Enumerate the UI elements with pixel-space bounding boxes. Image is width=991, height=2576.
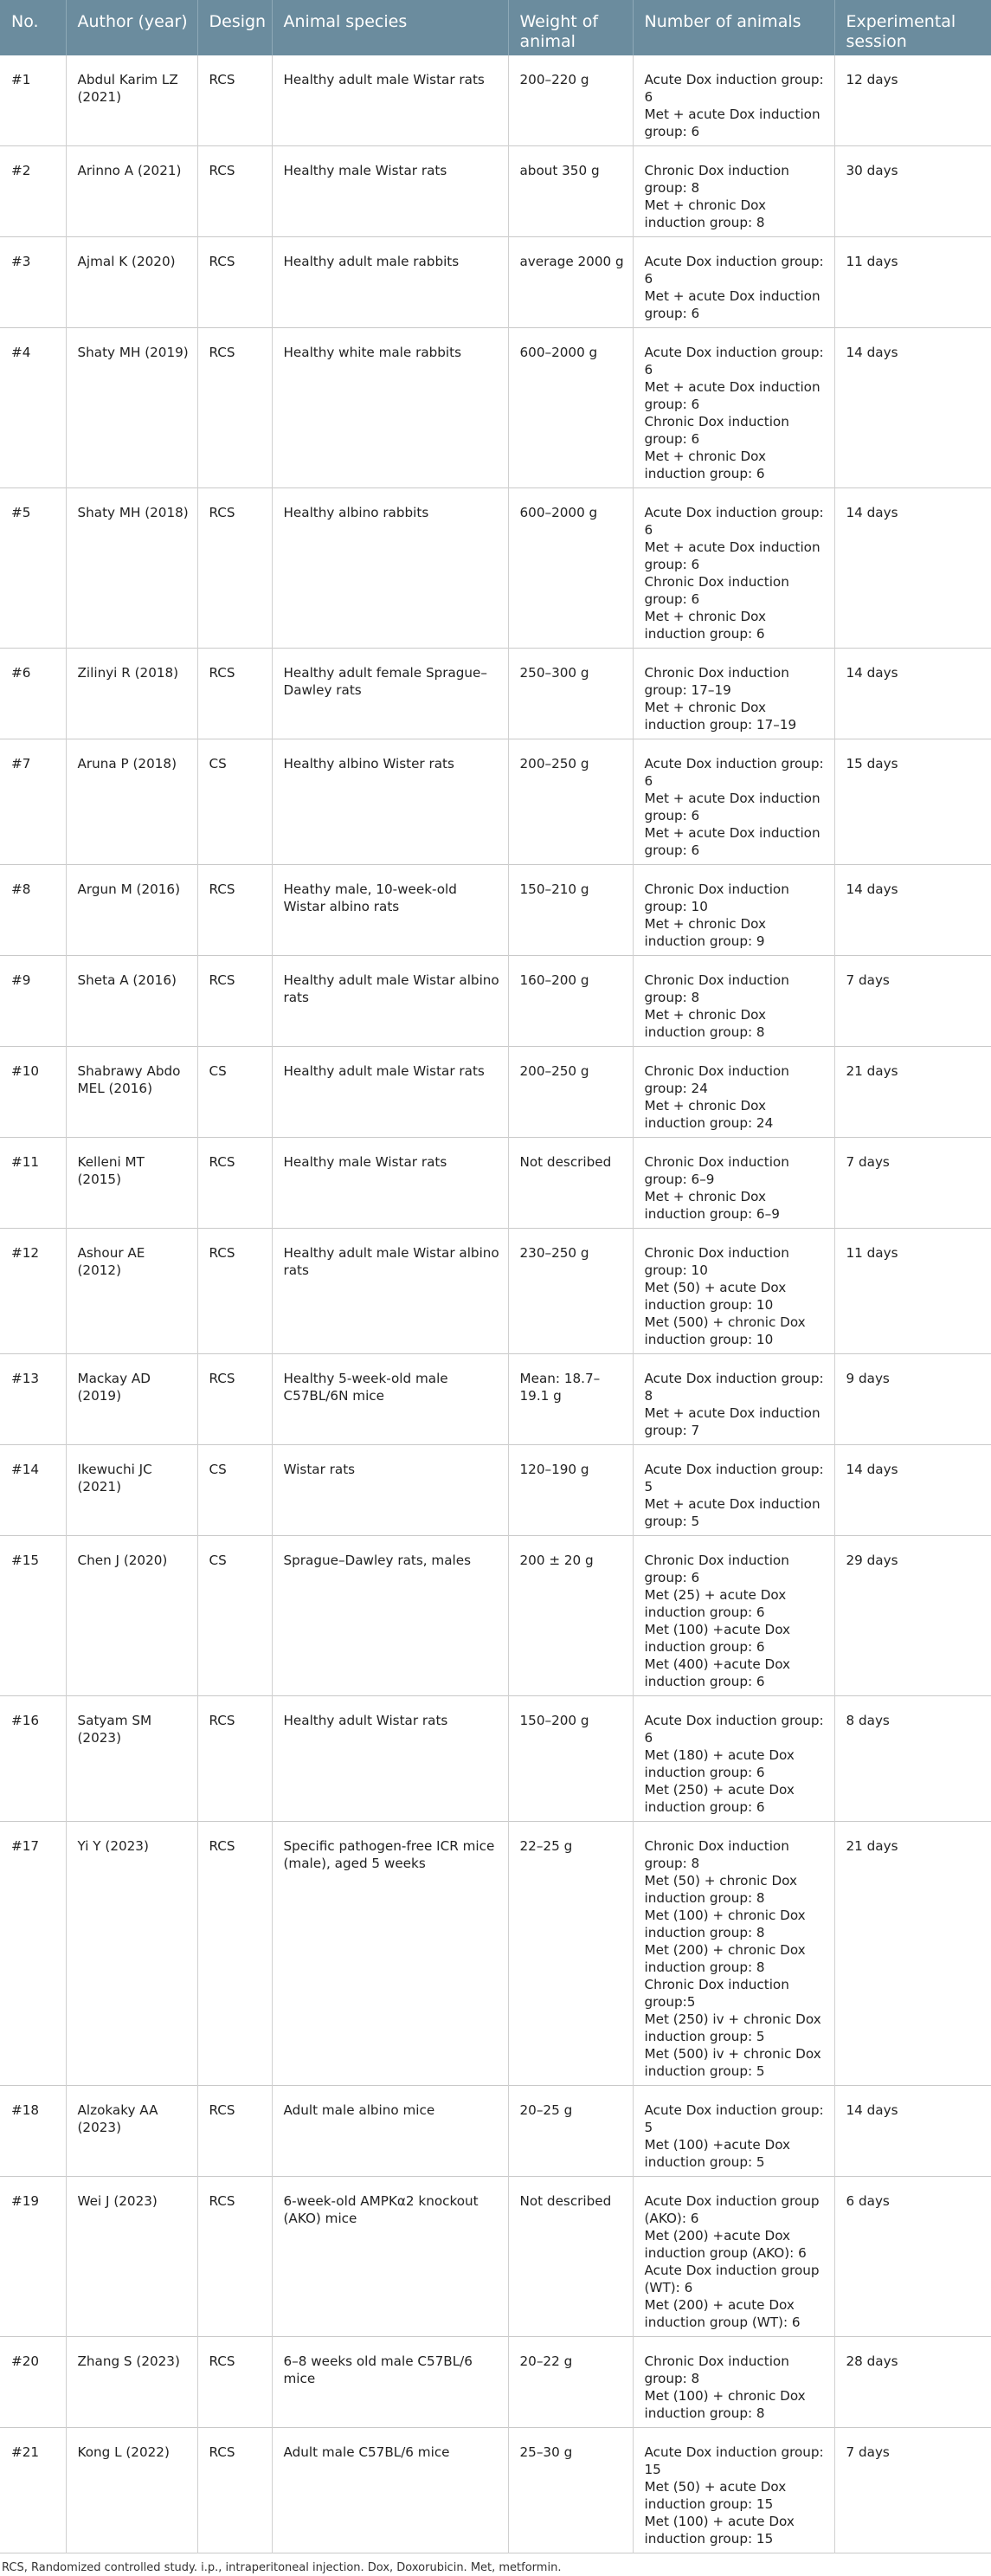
table-row [0, 956, 991, 1047]
cell-number: #15 [0, 1536, 66, 1696]
table-row [0, 488, 991, 649]
cell-experimental-session: 29 days [846, 1553, 898, 1568]
cell-weight: Not described [508, 1138, 633, 1229]
cell-number: #5 [0, 488, 66, 649]
cell-animal-species: Healthy 5-week-old male C57BL/6N mice [272, 1354, 508, 1445]
header-weight: Weight of animal [508, 0, 633, 55]
cell-weight: 150–210 g [508, 865, 633, 956]
table-row [0, 1138, 991, 1229]
cell-number: #14 [0, 1445, 66, 1536]
cell-author-year: Abdul Karim LZ (2021) [66, 55, 197, 146]
cell-design: CS [197, 739, 272, 865]
cell-design: RCS [197, 237, 272, 328]
cell-weight: 20–22 g [508, 2337, 633, 2428]
cell-weight: 22–25 g [508, 1822, 633, 2086]
cell-author-year: Kong L (2022) [66, 2428, 197, 2553]
cell-animal-species: Healthy albino Wister rats [272, 739, 508, 865]
cell-experimental-session: 11 days [846, 254, 898, 269]
cell-author-year: Chen J (2020) [66, 1536, 197, 1696]
cell-experimental-session: 7 days [846, 2444, 890, 2460]
cell-weight: 200–220 g [508, 55, 633, 146]
cell-design: RCS [197, 865, 272, 956]
header-number: No. [0, 0, 66, 55]
cell-number: #2 [0, 146, 66, 237]
cell-weight: Not described [508, 2177, 633, 2337]
cell-weight: 250–300 g [508, 649, 633, 739]
table-row [0, 1822, 991, 2086]
cell-animal-species: Sprague–Dawley rats, males [272, 1536, 508, 1696]
header-author-year: Author (year) [66, 0, 197, 55]
header-row [0, 0, 991, 55]
cell-number-of-animals: Chronic Dox induction group: 6 Met (25) + acute Dox induction group: 6 Met (100) +acute Dox induction group: 6 Met (400) +acute Dox induction group: 6 [633, 1536, 834, 1696]
cell-experimental-session: 15 days [846, 756, 898, 772]
cell-animal-species: Healthy white male rabbits [272, 328, 508, 488]
table-row [0, 649, 991, 739]
cell-animal-species: Adult male albino mice [272, 2086, 508, 2177]
cell-number: #12 [0, 1229, 66, 1354]
cell-number-of-animals: Chronic Dox induction group: 8 Met + chronic Dox induction group: 8 [633, 146, 834, 237]
cell-experimental-session: 9 days [846, 1371, 890, 1386]
cell-number-of-animals: Chronic Dox induction group: 8 Met (50) + chronic Dox induction group: 8 Met (100) + chronic Dox induction group: 8 Met (200) + chronic Dox induction group: 8 Chronic Dox induction group:5 Met (250) iv + chronic Dox induction group: 5 Met (500) iv + chronic Dox induction group: 5 [633, 1822, 834, 2086]
cell-author-year: Mackay AD (2019) [66, 1354, 197, 1445]
cell-animal-species: Healthy adult male rabbits [272, 237, 508, 328]
cell-animal-species: Specific pathogen-free ICR mice (male), aged 5 weeks [272, 1822, 508, 2086]
cell-number-of-animals: Chronic Dox induction group: 10 Met (50) + acute Dox induction group: 10 Met (500) + chronic Dox induction group: 10 [633, 1229, 834, 1354]
cell-experimental-session: 21 days [846, 1063, 898, 1079]
cell-weight: 200–250 g [508, 1047, 633, 1138]
cell-experimental-session: 8 days [846, 1713, 890, 1728]
table-body [0, 55, 991, 2553]
header-animal-species: Animal species [272, 0, 508, 55]
table-header [0, 0, 991, 55]
cell-experimental-session: 11 days [846, 1245, 898, 1261]
table-footnote: RCS, Randomized controlled study. i.p., intraperitoneal injection. Dox, Doxorubicin. Met, metformin. [2, 2561, 562, 2574]
cell-animal-species: Healthy male Wistar rats [272, 146, 508, 237]
table-row [0, 1354, 991, 1445]
table-row [0, 1047, 991, 1138]
cell-weight: 160–200 g [508, 956, 633, 1047]
cell-animal-species: Healthy male Wistar rats [272, 1138, 508, 1229]
cell-animal-species: Healthy adult Wistar rats [272, 1696, 508, 1822]
cell-number: #9 [0, 956, 66, 1047]
cell-number-of-animals: Chronic Dox induction group: 8 Met (100) + chronic Dox induction group: 8 [633, 2337, 834, 2428]
cell-experimental-session: 14 days [846, 2102, 898, 2118]
cell-number: #13 [0, 1354, 66, 1445]
cell-weight: average 2000 g [508, 237, 633, 328]
cell-experimental-session: 7 days [846, 1154, 890, 1170]
cell-weight: 120–190 g [508, 1445, 633, 1536]
cell-design: RCS [197, 2086, 272, 2177]
cell-number: #19 [0, 2177, 66, 2337]
cell-weight: 200–250 g [508, 739, 633, 865]
cell-author-year: Ikewuchi JC (2021) [66, 1445, 197, 1536]
cell-experimental-session: 14 days [846, 1462, 898, 1477]
cell-design: RCS [197, 1229, 272, 1354]
cell-design: RCS [197, 1354, 272, 1445]
table-row [0, 739, 991, 865]
cell-author-year: Sheta A (2016) [66, 956, 197, 1047]
cell-author-year: Zhang S (2023) [66, 2337, 197, 2428]
cell-weight: 25–30 g [508, 2428, 633, 2553]
cell-weight: 200 ± 20 g [508, 1536, 633, 1696]
cell-weight: 150–200 g [508, 1696, 633, 1822]
cell-author-year: Alzokaky AA (2023) [66, 2086, 197, 2177]
cell-number-of-animals: Acute Dox induction group: 6 Met + acute Dox induction group: 6 [633, 237, 834, 328]
cell-design: RCS [197, 2428, 272, 2553]
cell-number-of-animals: Acute Dox induction group: 6 Met + acute Dox induction group: 6 Chronic Dox induction group: 6 Met + chronic Dox induction group: 6 [633, 488, 834, 649]
cell-experimental-session: 28 days [846, 2353, 898, 2369]
cell-experimental-session: 30 days [846, 163, 898, 178]
cell-design: RCS [197, 1696, 272, 1822]
cell-author-year: Ashour AE (2012) [66, 1229, 197, 1354]
table-row [0, 865, 991, 956]
cell-design: RCS [197, 1822, 272, 2086]
cell-experimental-session: 12 days [846, 72, 898, 87]
cell-design: RCS [197, 956, 272, 1047]
table-row [0, 2337, 991, 2428]
cell-number: #17 [0, 1822, 66, 2086]
cell-number-of-animals: Acute Dox induction group: 6 Met + acute Dox induction group: 6 Chronic Dox induction group: 6 Met + chronic Dox induction group: 6 [633, 328, 834, 488]
cell-weight: 20–25 g [508, 2086, 633, 2177]
cell-number-of-animals: Acute Dox induction group: 5 Met + acute Dox induction group: 5 [633, 1445, 834, 1536]
table-row [0, 55, 991, 146]
cell-author-year: Yi Y (2023) [66, 1822, 197, 2086]
cell-number: #20 [0, 2337, 66, 2428]
table-row [0, 1696, 991, 1822]
cell-number-of-animals: Acute Dox induction group: 15 Met (50) + acute Dox induction group: 15 Met (100) + acute Dox induction group: 15 [633, 2428, 834, 2553]
cell-experimental-session: 7 days [846, 972, 890, 988]
cell-design: RCS [197, 55, 272, 146]
cell-number: #8 [0, 865, 66, 956]
table-row [0, 237, 991, 328]
cell-animal-species: 6–8 weeks old male C57BL/6 mice [272, 2337, 508, 2428]
table-row [0, 2086, 991, 2177]
cell-animal-species: Healthy adult male Wistar rats [272, 1047, 508, 1138]
cell-author-year: Wei J (2023) [66, 2177, 197, 2337]
cell-weight: 600–2000 g [508, 328, 633, 488]
cell-animal-species: 6-week-old AMPKα2 knockout (AKO) mice [272, 2177, 508, 2337]
cell-design: RCS [197, 649, 272, 739]
cell-number: #10 [0, 1047, 66, 1138]
cell-design: CS [197, 1536, 272, 1696]
cell-author-year: Ajmal K (2020) [66, 237, 197, 328]
cell-author-year: Argun M (2016) [66, 865, 197, 956]
cell-number: #4 [0, 328, 66, 488]
cell-number-of-animals: Chronic Dox induction group: 8 Met + chronic Dox induction group: 8 [633, 956, 834, 1047]
cell-animal-species: Adult male C57BL/6 mice [272, 2428, 508, 2553]
header-experimental-session: Experimental session [834, 0, 991, 55]
cell-author-year: Arinno A (2021) [66, 146, 197, 237]
cell-animal-species: Heathy male, 10-week-old Wistar albino rats [272, 865, 508, 956]
cell-number-of-animals: Acute Dox induction group (AKO): 6 Met (200) +acute Dox induction group (AKO): 6 Acute Dox induction group (WT): 6 Met (200) + acute Dox induction group (WT): 6 [633, 2177, 834, 2337]
table-row [0, 1229, 991, 1354]
cell-weight: 600–2000 g [508, 488, 633, 649]
cell-author-year: Shabrawy Abdo MEL (2016) [66, 1047, 197, 1138]
cell-author-year: Shaty MH (2018) [66, 488, 197, 649]
cell-animal-species: Healthy albino rabbits [272, 488, 508, 649]
cell-number-of-animals: Acute Dox induction group: 5 Met (100) +acute Dox induction group: 5 [633, 2086, 834, 2177]
header-number-of-animals: Number of animals [633, 0, 834, 55]
table-row [0, 1536, 991, 1696]
cell-experimental-session: 14 days [846, 505, 898, 520]
table-row [0, 328, 991, 488]
cell-number-of-animals: Chronic Dox induction group: 6–9 Met + chronic Dox induction group: 6–9 [633, 1138, 834, 1229]
cell-design: RCS [197, 2177, 272, 2337]
cell-experimental-session: 14 days [846, 345, 898, 360]
cell-number: #18 [0, 2086, 66, 2177]
cell-animal-species: Healthy adult male Wistar albino rats [272, 1229, 508, 1354]
table-row [0, 146, 991, 237]
cell-number: #7 [0, 739, 66, 865]
cell-design: CS [197, 1047, 272, 1138]
cell-number-of-animals: Acute Dox induction group: 8 Met + acute Dox induction group: 7 [633, 1354, 834, 1445]
cell-number: #16 [0, 1696, 66, 1822]
header-design: Design [197, 0, 272, 55]
cell-design: RCS [197, 328, 272, 488]
cell-number-of-animals: Acute Dox induction group: 6 Met (180) + acute Dox induction group: 6 Met (250) + acute Dox induction group: 6 [633, 1696, 834, 1822]
cell-animal-species: Healthy adult male Wistar rats [272, 55, 508, 146]
cell-number: #21 [0, 2428, 66, 2553]
cell-experimental-session: 21 days [846, 1838, 898, 1854]
cell-animal-species: Wistar rats [272, 1445, 508, 1536]
cell-number-of-animals: Chronic Dox induction group: 24 Met + chronic Dox induction group: 24 [633, 1047, 834, 1138]
cell-design: RCS [197, 488, 272, 649]
cell-weight: Mean: 18.7–19.1 g [508, 1354, 633, 1445]
table-row [0, 2177, 991, 2337]
cell-design: RCS [197, 146, 272, 237]
cell-number-of-animals: Chronic Dox induction group: 10 Met + chronic Dox induction group: 9 [633, 865, 834, 956]
cell-author-year: Kelleni MT (2015) [66, 1138, 197, 1229]
cell-weight: about 350 g [508, 146, 633, 237]
cell-experimental-session: 14 days [846, 881, 898, 897]
table-row [0, 1445, 991, 1536]
cell-author-year: Shaty MH (2019) [66, 328, 197, 488]
cell-animal-species: Healthy adult female Sprague–Dawley rats [272, 649, 508, 739]
cell-author-year: Zilinyi R (2018) [66, 649, 197, 739]
cell-number: #6 [0, 649, 66, 739]
cell-experimental-session: 14 days [846, 665, 898, 681]
cell-number-of-animals: Acute Dox induction group: 6 Met + acute Dox induction group: 6 [633, 55, 834, 146]
cell-number: #1 [0, 55, 66, 146]
cell-author-year: Aruna P (2018) [66, 739, 197, 865]
cell-number-of-animals: Acute Dox induction group: 6 Met + acute Dox induction group: 6 Met + acute Dox induction group: 6 [633, 739, 834, 865]
cell-author-year: Satyam SM (2023) [66, 1696, 197, 1822]
cell-design: CS [197, 1445, 272, 1536]
cell-number-of-animals: Chronic Dox induction group: 17–19 Met + chronic Dox induction group: 17–19 [633, 649, 834, 739]
table-row [0, 2428, 991, 2553]
cell-number: #3 [0, 237, 66, 328]
cell-design: RCS [197, 1138, 272, 1229]
cell-animal-species: Healthy adult male Wistar albino rats [272, 956, 508, 1047]
cell-weight: 230–250 g [508, 1229, 633, 1354]
cell-number: #11 [0, 1138, 66, 1229]
cell-experimental-session: 6 days [846, 2193, 890, 2209]
cell-design: RCS [197, 2337, 272, 2428]
